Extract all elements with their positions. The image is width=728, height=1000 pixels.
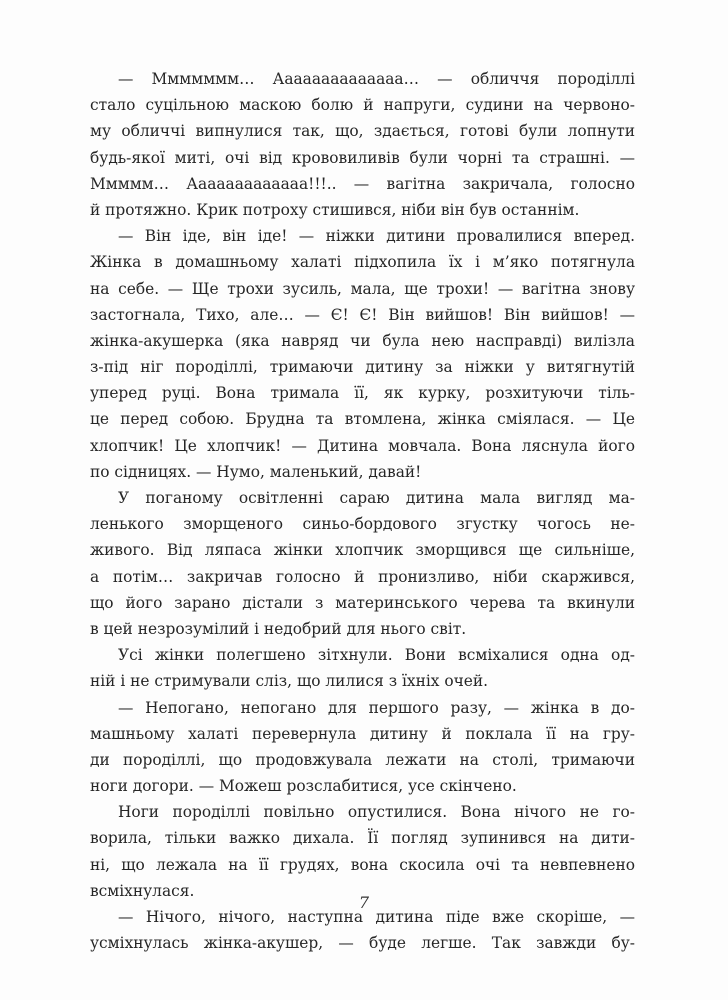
text-line: застогнала, Тихо, але… — Є! Є! Він вийшов! Він вийшов! —	[90, 305, 635, 324]
text-line: Жінка в домашньому халаті підхопила їх і м’яко потягнула	[90, 253, 635, 272]
text-line: усміхнулась жінка-акушер, — буде легше. Так завжди бу-	[90, 934, 635, 953]
text-line: — Непогано, непогано для першого разу, — жінка в до-	[118, 698, 635, 717]
text-line: му обличчі випнулися так, що, здається, готові були лопнути	[90, 122, 635, 141]
page-number: 7	[358, 893, 370, 912]
text-line: стало суцільною маскою болю й напруги, судини на червоно-	[90, 96, 635, 115]
text-line: уперед руці. Вона тримала її, як курку, розхитуючи тіль-	[90, 384, 635, 403]
body-text	[90, 66, 635, 956]
text-line: а потім… закричав голосно й пронизливо, ніби скаржився,	[90, 567, 635, 586]
text-line: машньому халаті перевернула дитину й поклала її на гру-	[90, 724, 635, 743]
text-line: ноги догори. — Можеш розслабитися, усе скінчено.	[90, 777, 517, 796]
text-line: ворила, тільки важко дихала. Її погляд зупинився на дити-	[90, 829, 635, 848]
text-line: Усі жінки полегшено зітхнули. Вони всміхалися одна од-	[118, 646, 635, 665]
text-line: будь-якої миті, очі від крововиливів були чорні та страшні. —	[90, 148, 635, 167]
text-line: ні, що лежала на її грудях, вона скосила очі та невпевнено	[90, 855, 635, 874]
text-line: Ммммм… Ааааааааааааа!!!.. — вагітна закричала, голосно	[90, 174, 635, 193]
text-line: У поганому освітленні сараю дитина мала вигляд ма-	[118, 489, 635, 507]
text-line: ленького зморщеного синьо-бордового згустку чогось не-	[90, 515, 635, 534]
text-line: — Він іде, він іде! — ніжки дитини провалилися вперед.	[118, 227, 635, 246]
text-line: — Нічого, нічого, наступна дитина піде вже скоріше, —	[118, 908, 635, 926]
text-line: з-під ніг породіллі, тримаючи дитину за ніжки у витягнутій	[90, 358, 635, 377]
text-line: хлопчик! Це хлопчик! — Дитина мовчала. Вона ляснула його	[90, 436, 635, 455]
text-line: ній і не стримували сліз, що лилися з їхніх очей.	[90, 672, 489, 691]
text-line: й протяжно. Крик потроху стишився, ніби він був останнім.	[90, 200, 580, 219]
text-line: це перед собою. Брудна та втомлена, жінка сміялася. — Це	[90, 410, 635, 429]
text-line: жінка-акушерка (яка навряд чи була нею насправді) вилізла	[90, 331, 635, 350]
text-line: — Ммммммм… Аааааааааааааа… — обличчя породіллі	[118, 70, 635, 88]
text-line: що його зарано дістали з материнського черева та вкинули	[90, 593, 635, 612]
text-line: ди породіллі, що продовжувала лежати на столі, тримаючи	[90, 750, 635, 769]
text-line: по сідницях. — Нумо, маленький, давай!	[90, 462, 422, 481]
text-line: всміхнулася.	[90, 881, 195, 900]
text-line: Ноги породіллі повільно опустилися. Вона нічого не го-	[118, 803, 635, 822]
text-line: на себе. — Ще трохи зусиль, мала, ще трохи! — вагітна знову	[90, 279, 635, 298]
text-line: живого. Від ляпаса жінки хлопчик зморщився ще сильніше,	[90, 541, 635, 560]
text-line: в цей незрозумілий і недобрий для нього світ.	[90, 619, 467, 638]
